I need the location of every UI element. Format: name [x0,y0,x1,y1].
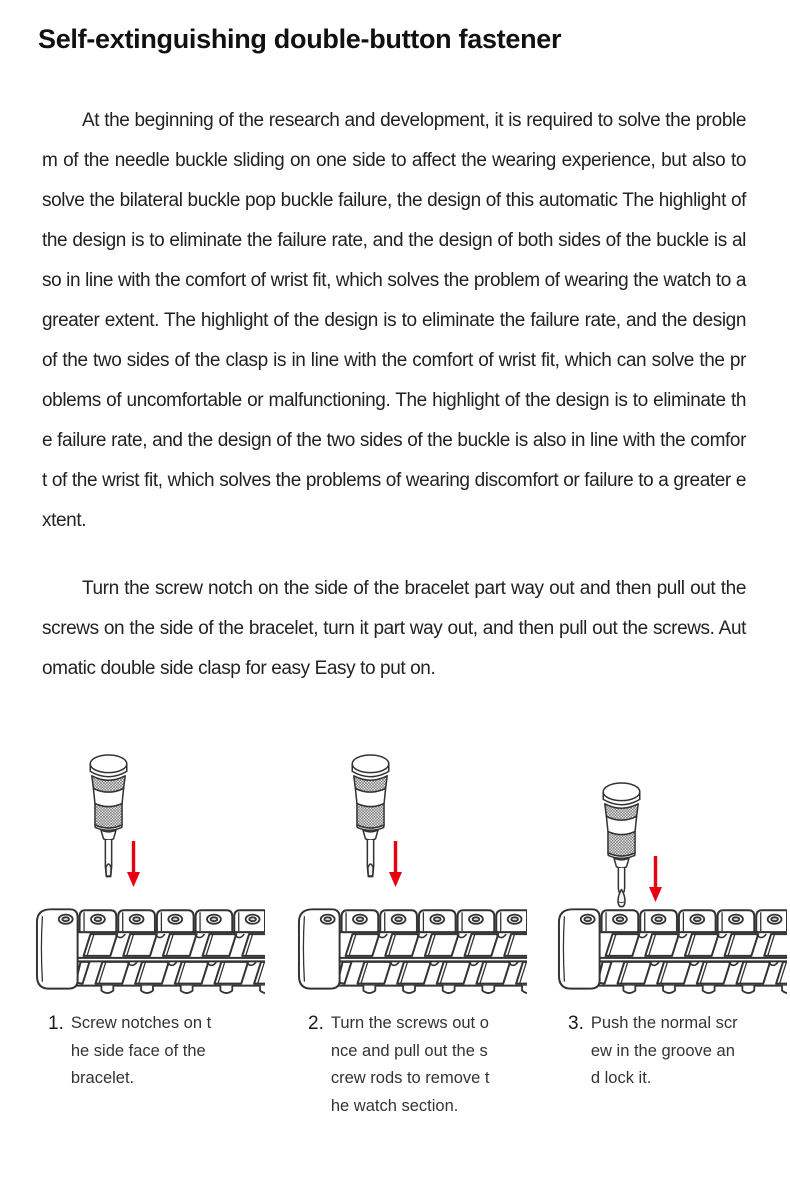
step-text: Turn the screws out once and pull out the screw rods to remove the watch section. [330,1014,490,1115]
step-caption-2 [308,1010,494,1120]
watch-bracelet-illustration [554,895,787,995]
description-paragraph-2: Turn the screw notch on the side of the bracelet part way out and then pull out the screws on the side of the bracelet, turn it part way out, and then pull out the screws. Automatic double side clasp for easy Easy to put on. [42,578,746,679]
step-number: 1. [48,1013,64,1034]
page-title: Self-extinguishing double-button fastener [38,24,562,54]
screwdriver-with-screw-icon [590,781,653,911]
watch-bracelet-illustration [32,895,265,995]
down-arrow-icon [388,840,403,888]
step-caption-1 [48,1010,213,1093]
down-arrow-icon [126,840,141,888]
figure-step-2 [292,750,532,1000]
step-text: Push the normal screw in the groove and lock it. [590,1014,738,1087]
description-text-block [42,101,746,689]
step-number: 2. [308,1013,324,1034]
step-caption-3 [568,1010,743,1093]
step-number: 3. [568,1013,584,1034]
step-text: Screw notches on the side face of the bracelet. [70,1014,212,1087]
watch-bracelet-illustration [294,895,527,995]
description-paragraph-1: At the beginning of the research and development, it is required to solve the problem of the needle buckle sliding on one side to affect the wearing experience, but also to solve the bilateral buckle pop buckle failure, the design of this automatic The highlight of the design is to eliminate the failure rate, and the design of both sides of the buckle is also in line with the comfort of wrist fit, which solves the problem of wearing the watch to a greater extent. The highlight of the design is to eliminate the failure rate, and the design of the two sides of the clasp is in line with the comfort of wrist fit, which can solve the problems of uncomfortable or malfunctioning. The highlight of the design is to eliminate the failure rate, and the design of the two sides of the buckle is also in line with the comfort of the wrist fit, which solves the problems of wearing discomfort or failure to a greater extent. [42,110,746,531]
figure-step-1 [30,750,270,1000]
figure-step-3 [552,750,790,1000]
